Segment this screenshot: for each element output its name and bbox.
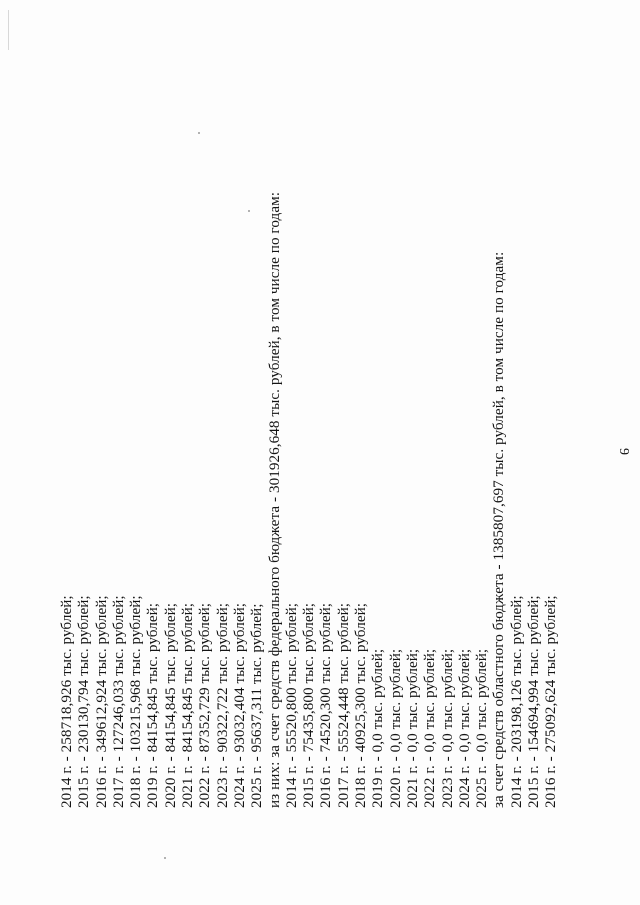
line-2021-federal: 2021 г. - 0,0 тыс. рублей; xyxy=(403,648,421,808)
page-number: 9 xyxy=(616,448,631,455)
line-2019-federal: 2019 г. - 0,0 тыс. рублей; xyxy=(369,648,387,808)
line-2022-total: 2022 г. - 87352,729 тыс. рублей; xyxy=(196,602,214,808)
line-2017-total: 2017 г. - 127246,033 тыс. рублей; xyxy=(109,595,127,808)
line-2016-federal: 2016 г. - 74520,300 тыс. рублей; xyxy=(317,602,335,808)
budget-text-block xyxy=(58,0,560,808)
scan-edge-mark xyxy=(8,10,9,50)
line-2020-total: 2020 г. - 84154,845 тыс. рублей; xyxy=(161,602,179,808)
line-2014-total: 2014 г. - 258718,926 тыс. рублей; xyxy=(58,595,75,808)
line-2016-regional: 2016 г. - 275092,624 тыс. рублей; xyxy=(542,595,560,808)
line-2015-federal: 2015 г. - 75435,800 тыс. рублей; xyxy=(300,602,318,808)
line-2016-total: 2016 г. - 349612,924 тыс. рублей; xyxy=(92,595,110,808)
line-2018-federal: 2018 г. - 40925,300 тыс. рублей; xyxy=(352,602,370,808)
line-2023-total: 2023 г. - 90322,722 тыс. рублей; xyxy=(213,602,231,808)
line-2020-federal: 2020 г. - 0,0 тыс. рублей; xyxy=(386,648,404,808)
line-2025-total: 2025 г. - 95637,311 тыс. рублей; xyxy=(248,603,266,808)
line-2023-federal: 2023 г. - 0,0 тыс. рублей; xyxy=(438,648,456,808)
line-2018-total: 2018 г. - 103215,968 тыс. рублей; xyxy=(127,595,145,808)
line-2022-federal: 2022 г. - 0,0 тыс. рублей; xyxy=(421,648,439,808)
scan-speck xyxy=(164,857,166,859)
line-2019-total: 2019 г. - 84154,845 тыс. рублей; xyxy=(144,602,162,808)
line-2015-regional: 2015 г. - 154694,994 тыс. рублей; xyxy=(525,595,543,808)
regional-budget-heading: за счет средств областного бюджета - 1385807,697 тыс. рублей, в том числе по годам: xyxy=(490,251,508,808)
line-2014-federal: 2014 г. - 55520,800 тыс. рублей; xyxy=(282,602,300,808)
federal-budget-heading: из них: за счет средств федерального бюджета - 301926,648 тыс. рублей, в том числе по годам: xyxy=(265,191,283,808)
line-2024-total: 2024 г. - 93032,404 тыс. рублей; xyxy=(230,602,248,808)
line-2021-total: 2021 г. - 84154,845 тыс. рублей; xyxy=(179,602,197,808)
scan-speck xyxy=(198,132,200,134)
line-2024-federal: 2024 г. - 0,0 тыс. рублей; xyxy=(455,648,473,808)
line-2015-total: 2015 г. - 230130,794 тыс. рублей; xyxy=(75,595,93,808)
line-2014-regional: 2014 г. - 203198,126 тыс. рублей; xyxy=(507,595,525,808)
line-2017-federal: 2017 г. - 55524,448 тыс. рублей; xyxy=(334,602,352,808)
scan-speck xyxy=(248,210,250,212)
line-2025-federal: 2025 г. - 0,0 тыс. рублей; xyxy=(473,648,491,808)
